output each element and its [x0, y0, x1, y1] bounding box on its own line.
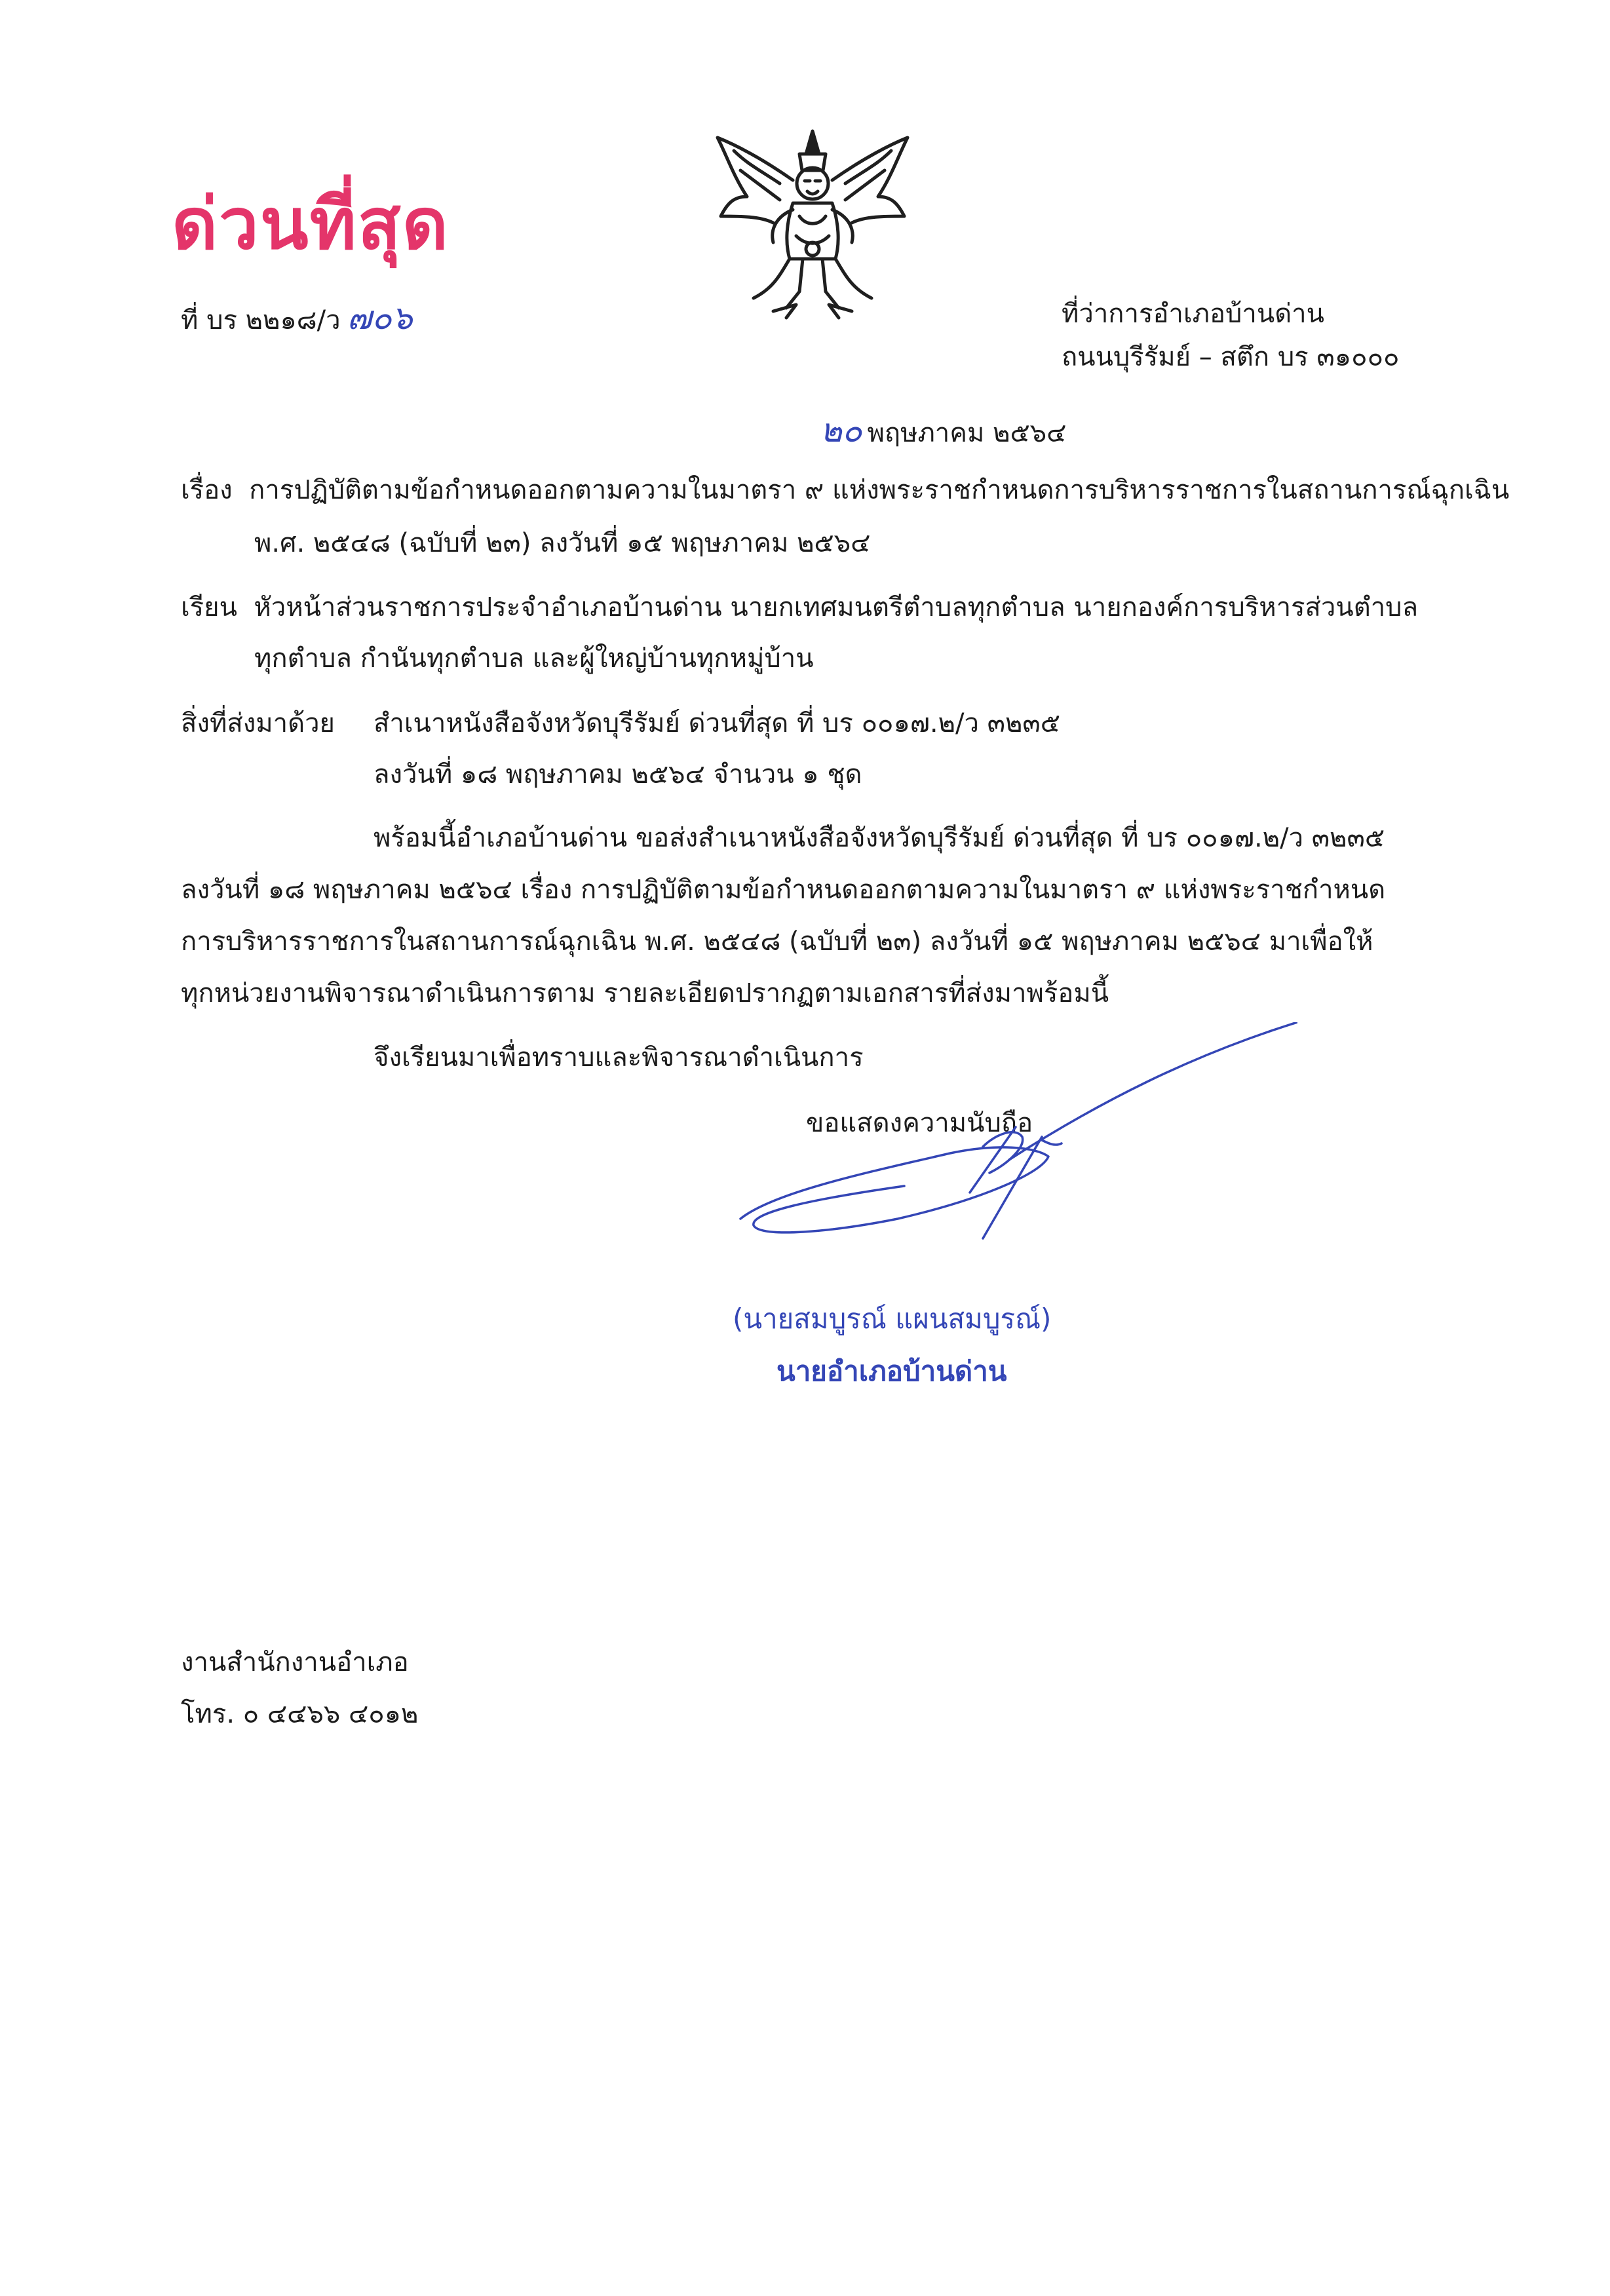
subject-line1 [181, 474, 1509, 506]
signatory-name: (นายสมบูรณ์ แผนสมบูรณ์) [733, 1303, 1052, 1335]
recipient-line1 [181, 592, 1418, 623]
subject-text-line2: พ.ศ. ๒๕๔๘ (ฉบับที่ ๒๓) ลงวันที่ ๑๕ พฤษภาคม ๒๕๖๔ [254, 528, 871, 558]
document-number-prefix: ที่ บร ๒๒๑๘/ว [181, 305, 341, 335]
body-line2: ลงวันที่ ๑๘ พฤษภาคม ๒๕๖๔ เรื่อง การปฏิบัติตามข้อกำหนดออกตามความในมาตรา ๙ แห่งพระราชกำหนด [181, 875, 1386, 905]
recipient-text-line2: ทุกตำบล กำนันทุกตำบล และผู้ใหญ่บ้านทุกหมู่บ้าน [254, 643, 814, 674]
subject-text-line1: การปฏิบัติตามข้อกำหนดออกตามความในมาตรา ๙ แห่งพระราชกำหนดการบริหารราชการในสถานการณ์ฉุกเฉิน [249, 475, 1510, 505]
footer-office: งานสำนักงานอำเภอ [181, 1647, 409, 1677]
enclosure-line2: ลงวันที่ ๑๘ พฤษภาคม ๒๕๖๔ จำนวน ๑ ชุด [374, 759, 862, 790]
body-line4: ทุกหน่วยงานพิจารณาดำเนินการตาม รายละเอียดปรากฏตามเอกสารที่ส่งมาพร้อมนี้ [181, 978, 1109, 1008]
office-address-line2: ถนนบุรีรัมย์ – สตึก บร ๓๑๐๐๐ [1062, 342, 1400, 372]
office-address-line1: ที่ว่าการอำเภอบ้านด่าน [1062, 299, 1324, 329]
urgency-stamp: ด่วนที่สุด [172, 183, 450, 265]
document-number-handwritten: ๗๐๖ [347, 299, 413, 337]
document-number [181, 298, 412, 337]
date-month-year: พฤษภาคม ๒๕๖๔ [867, 418, 1067, 448]
footer-phone: โทร. ๐ ๔๔๖๖ ๔๐๑๒ [181, 1699, 419, 1729]
recipient-label: เรียน [181, 592, 237, 622]
body-line1: พร้อมนี้อำเภอบ้านด่าน ขอส่งสำเนาหนังสือจังหวัดบุรีรัมย์ ด่วนที่สุด ที่ บร ๐๐๑๗.๒/ว ๓๒๓๕ [374, 823, 1385, 853]
enclosure-line1: สำเนาหนังสือจังหวัดบุรีรัมย์ ด่วนที่สุด ที่ บร ๐๐๑๗.๒/ว ๓๒๓๕ [374, 708, 1060, 738]
recipient-text-line1: หัวหน้าส่วนราชการประจำอำเภอบ้านด่าน นายกเทศมนตรีตำบลทุกตำบล นายกองค์การบริหารส่วนตำบล [254, 592, 1419, 622]
closing-line: จึงเรียนมาเพื่อทราบและพิจารณาดำเนินการ [374, 1043, 864, 1073]
date-day-handwritten: ๒๐ [820, 411, 862, 450]
subject-label: เรื่อง [181, 475, 233, 505]
signature-icon [734, 1022, 1297, 1304]
enclosure-label: สิ่งที่ส่งมาด้วย [181, 708, 335, 738]
garuda-emblem-icon [708, 118, 917, 328]
body-line3: การบริหารราชการในสถานการณ์ฉุกเฉิน พ.ศ. ๒๕๔๘ (ฉบับที่ ๒๓) ลงวันที่ ๑๕ พฤษภาคม ๒๕๖๔ มาเพื่อให้ [181, 927, 1373, 957]
office-address [1062, 298, 1399, 385]
document-date [820, 411, 1066, 450]
regards: ขอแสดงความนับถือ [806, 1108, 1033, 1138]
signatory-title: นายอำเภอบ้านด่าน [776, 1355, 1007, 1387]
